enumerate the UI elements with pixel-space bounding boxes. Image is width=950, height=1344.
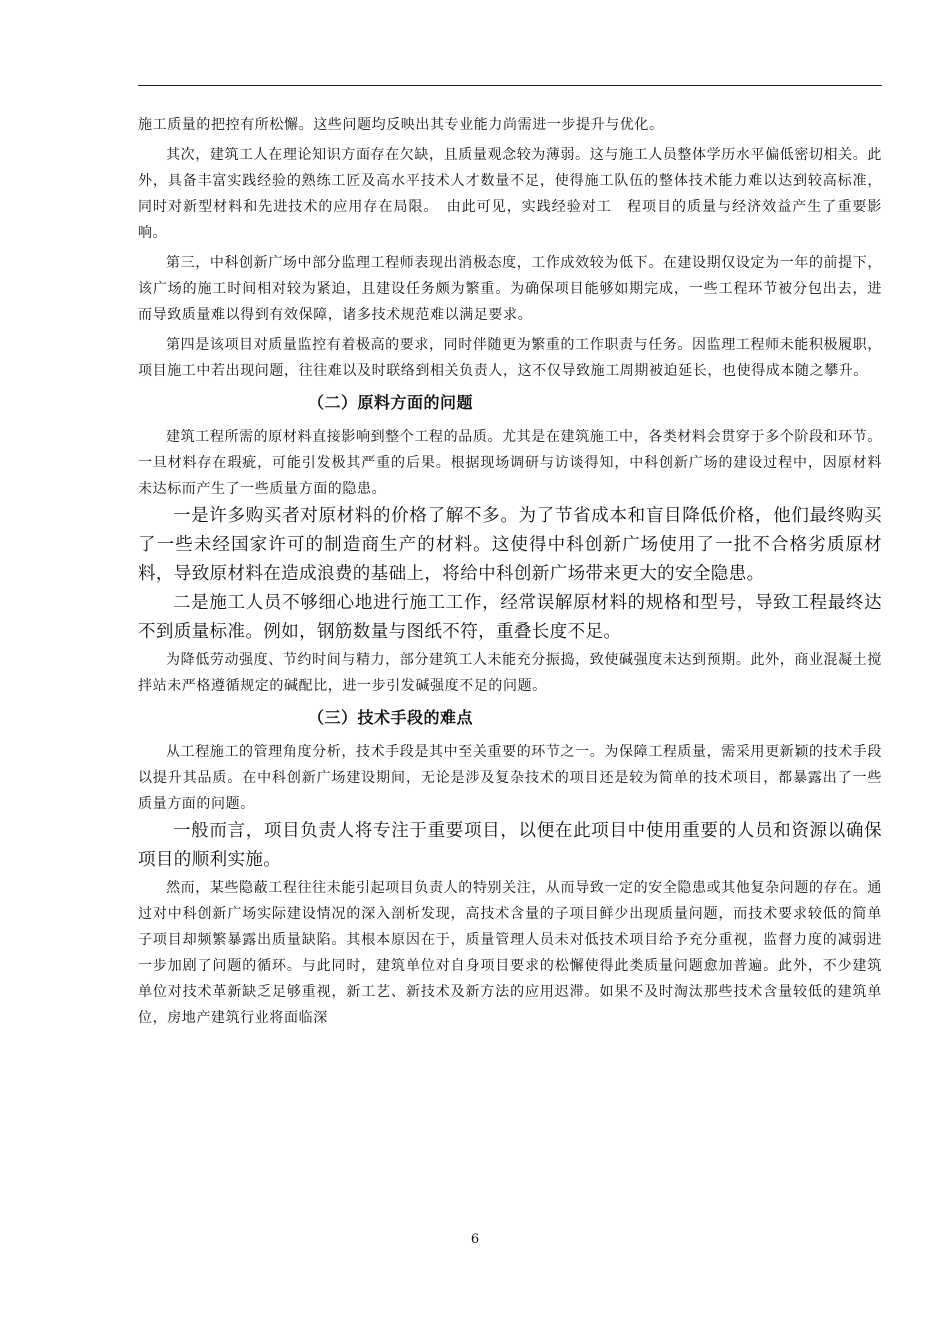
paragraph: 建筑工程所需的原材料直接影响到整个工程的品质。尤其是在建筑施工中，各类材料会贯穿于多个阶段和环节。一旦材料存在瑕疵，可能引发极其严重的后果。根据现场调研与访谈得知，中科创新广场的建设过程中，因原材料未达标而产生了一些质量方面的隐患。: [138, 429, 882, 497]
section-heading: （二）原料方面的问题: [308, 393, 474, 412]
header-rule: [138, 85, 882, 86]
page-body: [138, 112, 882, 1031]
paragraph: 其次，建筑工人在理论知识方面存在欠缺，且质量观念较为薄弱。这与施工人员整体学历水平偏低密切相关。此外，具备丰富实践经验的熟练工匠及高水平技术人才数量不足，使得施工队伍的整体技术能力难以达到较高标准，同时对新型材料和先进技术的应用存在局限。 由此可见，实践经验对工 程项目的质量与经济效益产生了重要影响。: [138, 147, 882, 241]
paragraph-large: 一是许多购买者对原材料的价格了解不多。为了节省成本和盲目降低价格，他们最终购买了一些未经国家许可的制造商生产的材料。这使得中科创新广场使用了一批不合格劣质原材料，导致原材料在造成浪费的基础上，将给中科创新广场带来更大的安全隐患。: [138, 506, 882, 584]
paragraph-large: 二是施工人员不够细心地进行施工工作，经常误解原材料的规格和型号，导致工程最终达不到质量标准。例如，钢筋数量与图纸不符，重叠长度不足。: [138, 593, 882, 642]
section-heading: （三）技术手段的难点: [308, 708, 474, 727]
paragraph: 为降低劳动强度、节约时间与精力，部分建筑工人未能充分振捣，致使碱强度未达到预期。此外，商业混凝土搅拌站未严格遵循规定的碱配比，进一步引发碱强度不足的问题。: [138, 652, 882, 694]
paragraph: 第三，中科创新广场中部分监理工程师表现出消极态度，工作成效较为低下。在建设期仅设定为一年的前提下，该广场的施工时间相对较为紧迫，且建设任务颇为繁重。为确保项目能够如期完成，一些工程环节被分包出去，进而导致质量难以得到有效保障，诸多技术规范难以满足要求。: [138, 255, 882, 323]
paragraph-large: 一般而言，项目负责人将专注于重要项目，以便在此项目中使用重要的人员和资源以确保项目的顺利实施。: [138, 821, 882, 870]
paragraph: 第四是该项目对质量监控有着极高的要求，同时伴随更为繁重的工作职责与任务。因监理工程师未能积极履职，项目施工中若出现问题，往往难以及时联络到相关负责人，这不仅导致施工周期被迫延长，也使得成本随之攀升。: [138, 337, 882, 379]
paragraph: 从工程施工的管理角度分析，技术手段是其中至关重要的环节之一。为保障工程质量，需采用更新颖的技术手段以提升其品质。在中科创新广场建设期间，无论是涉及复杂技术的项目还是较为简单的技术项目，都暴露出了一些质量方面的问题。: [138, 744, 882, 812]
paragraph: 然而，某些隐蔽工程往往未能引起项目负责人的特别关注，从而导致一定的安全隐患或其他复杂问题的存在。通过对中科创新广场实际建设情况的深入剖析发现，高技术含量的子项目鲜少出现质量问题，而技术要求较低的简单子项目却频繁暴露出质量缺陷。其根本原因在于，质量管理人员未对低技术项目给予充分重视，监督力度的减弱进一步加剧了问题的循环。与此同时，建筑单位对自身项目要求的松懈使得此类质量问题愈加普遍。此外，不少建筑单位对技术革新缺乏足够重视，新工艺、新技术及新方法的应用迟滞。如果不及时淘汰那些技术含量较低的建筑单位，房地产建筑行业将面临深: [138, 880, 882, 1026]
page-number: 6: [470, 1232, 480, 1247]
paragraph: 施工质量的把控有所松懈。这些问题均反映出其专业能力尚需进一步提升与优化。: [138, 117, 664, 133]
